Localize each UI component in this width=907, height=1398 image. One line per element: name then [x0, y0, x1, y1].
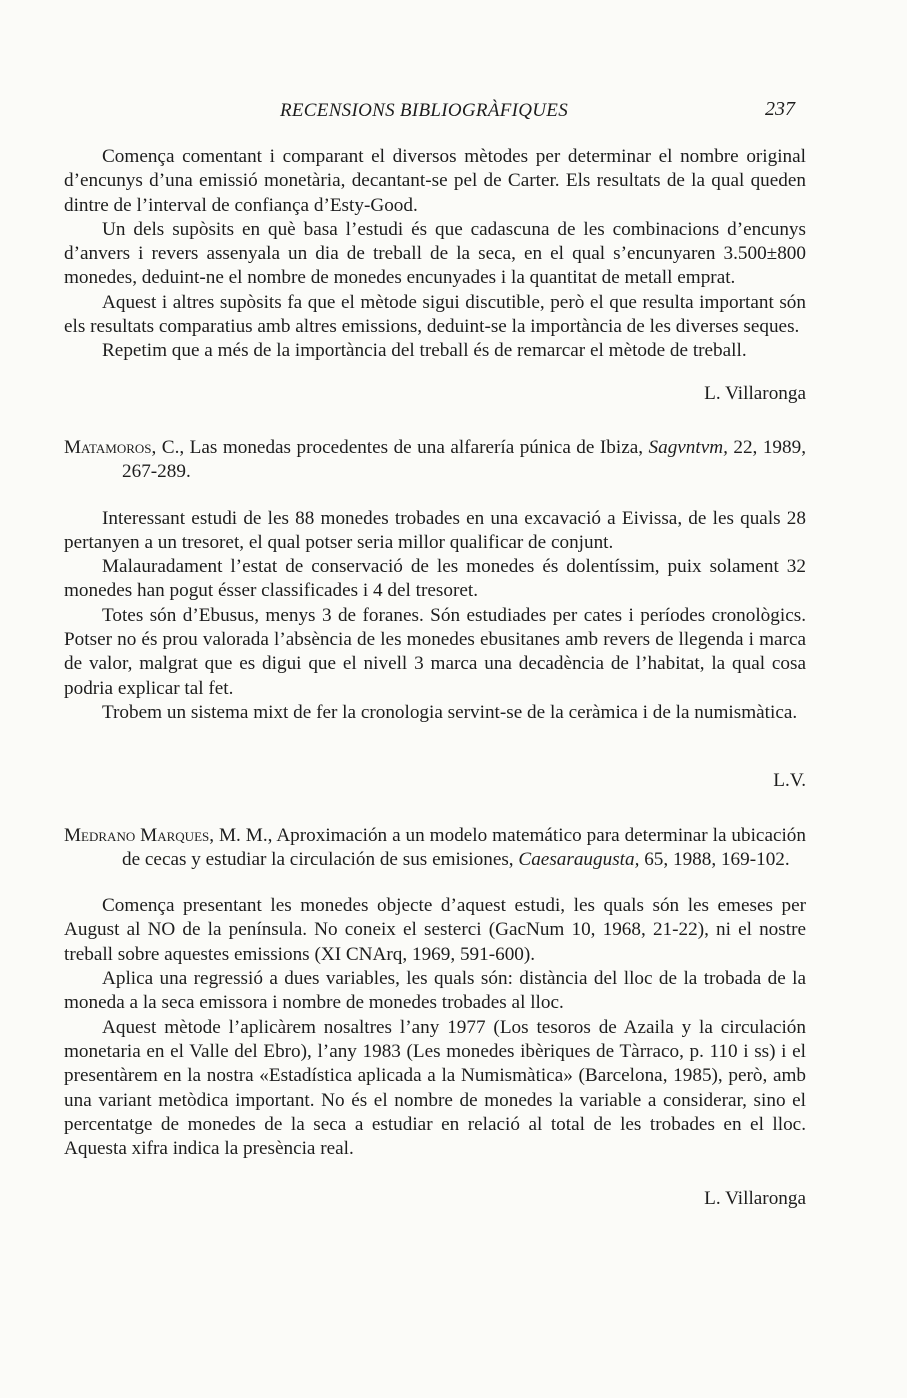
- review-esty-good: [64, 145, 806, 406]
- reference-title: Aproximación a un modelo matemático para determinar la ubicación de cecas y estudiar la circulación de sus emisiones,: [122, 824, 806, 870]
- reference-author: Medrano Marques, M. M.,: [64, 824, 273, 846]
- paragraph: Comença presentant les monedes objecte d’aquest estudi, les quals són les emeses per August al NO de la península. No coneix el sesterci (GacNum 10, 1968, 21-22), ni el nostre treball sobre aquestes emissions (XI CNArq, 1969, 591-600).: [64, 895, 806, 965]
- reference-journal: Caesaraugusta,: [518, 848, 640, 870]
- reference-details: 22, 1989, 267-289.: [122, 436, 806, 483]
- review-medrano: [64, 824, 806, 1212]
- reviewer-signature: L. Villaronga: [704, 382, 806, 404]
- running-title: RECENSIONS BIBLIOGRÀFIQUES: [280, 100, 569, 121]
- reference-title: Las monedas procedentes de una alfarería púnica de Ibiza,: [184, 436, 649, 458]
- reference-details: 65, 1988, 169-102.: [639, 848, 790, 870]
- bibliographic-reference: [64, 824, 806, 873]
- paragraph: Un dels supòsits en què basa l’estudi és que cadascuna de les combinacions d’encunys d’anvers i revers assenyala un dia de treball de la seca, en el qual s’encunyaren 3.500±800 monedes, deduint-ne el nombre de monedes encunyades i la quantitat de metall emprat.: [64, 218, 806, 289]
- review-matamoros: [64, 436, 806, 794]
- bibliographic-reference: [64, 436, 806, 485]
- reference-journal: Sagvntvm,: [648, 436, 728, 458]
- paragraph: Aquest mètode l’aplicàrem nosaltres l’any 1977 (Los tesoros de Azaila y la circulación monetaria en el Valle del Ebro), l’any 1983 (Les monedes ibèriques de Tàrraco, p. 110 i ss) i el presentàrem en la nostra «Estadística aplicada a la Numismàtica» (Barcelona, 1985), però, amb una variant metòdica important. No és el nombre de monedes la variable a considerar, sino el percentatge de monedes de la seca a estudiar en relació al total de les trobades en el lloc. Aquesta xifra indica la presència real.: [64, 1016, 806, 1160]
- paragraph: Aplica una regressió a dues variables, les quals són: distància del lloc de la trobada de la moneda a la seca emissora i nombre de monedes trobades al lloc.: [64, 968, 806, 1014]
- page-number: 237: [765, 98, 795, 120]
- reviewer-signature: L.V.: [773, 770, 806, 792]
- paragraph: Interessant estudi de les 88 monedes trobades en una excavació a Eivissa, de les quals 28 pertanyen a un tresoret, el qual potser seria millor qualificar de conjunt.: [64, 507, 806, 553]
- page-body: [64, 145, 806, 1212]
- paragraph: Malauradament l’estat de conservació de les monedes és dolentíssim, puix solament 32 monedes han pogut ésser classificades i 4 del tresoret.: [64, 556, 806, 602]
- paragraph: Repetim que a més de la importància del treball és de remarcar el mètode de treball.: [102, 340, 747, 362]
- paragraph: Totes són d’Ebusus, menys 3 de foranes. Són estudiades per cates i períodes cronològics. Potser no és prou valorada l’absència de les monedes ebusitanes amb revers de llegenda i marca de valor, malgrat que es digui que el nivell 3 marca una decadència de l’habitat, la qual cosa podria explicar tal fet.: [64, 604, 806, 699]
- paragraph: Comença comentant i comparant el diversos mètodes per determinar el nombre original d’encunys d’una emissió monetària, decantant-se pel de Carter. Els resultats de la qual queden dintre de l’interval de confiança d’Esty-Good.: [64, 146, 806, 216]
- paragraph: Aquest i altres supòsits fa que el mètode sigui discutible, però el que resulta important són els resultats comparatius amb altres emissions, deduint-se la importància de les diverses seques.: [64, 291, 806, 338]
- reviewer-signature: L. Villaronga: [704, 1188, 806, 1210]
- paragraph: Trobem un sistema mixt de fer la cronologia servint-se de la ceràmica i de la numismàtica.: [102, 701, 798, 723]
- reference-author: Matamoros, C.,: [64, 436, 185, 458]
